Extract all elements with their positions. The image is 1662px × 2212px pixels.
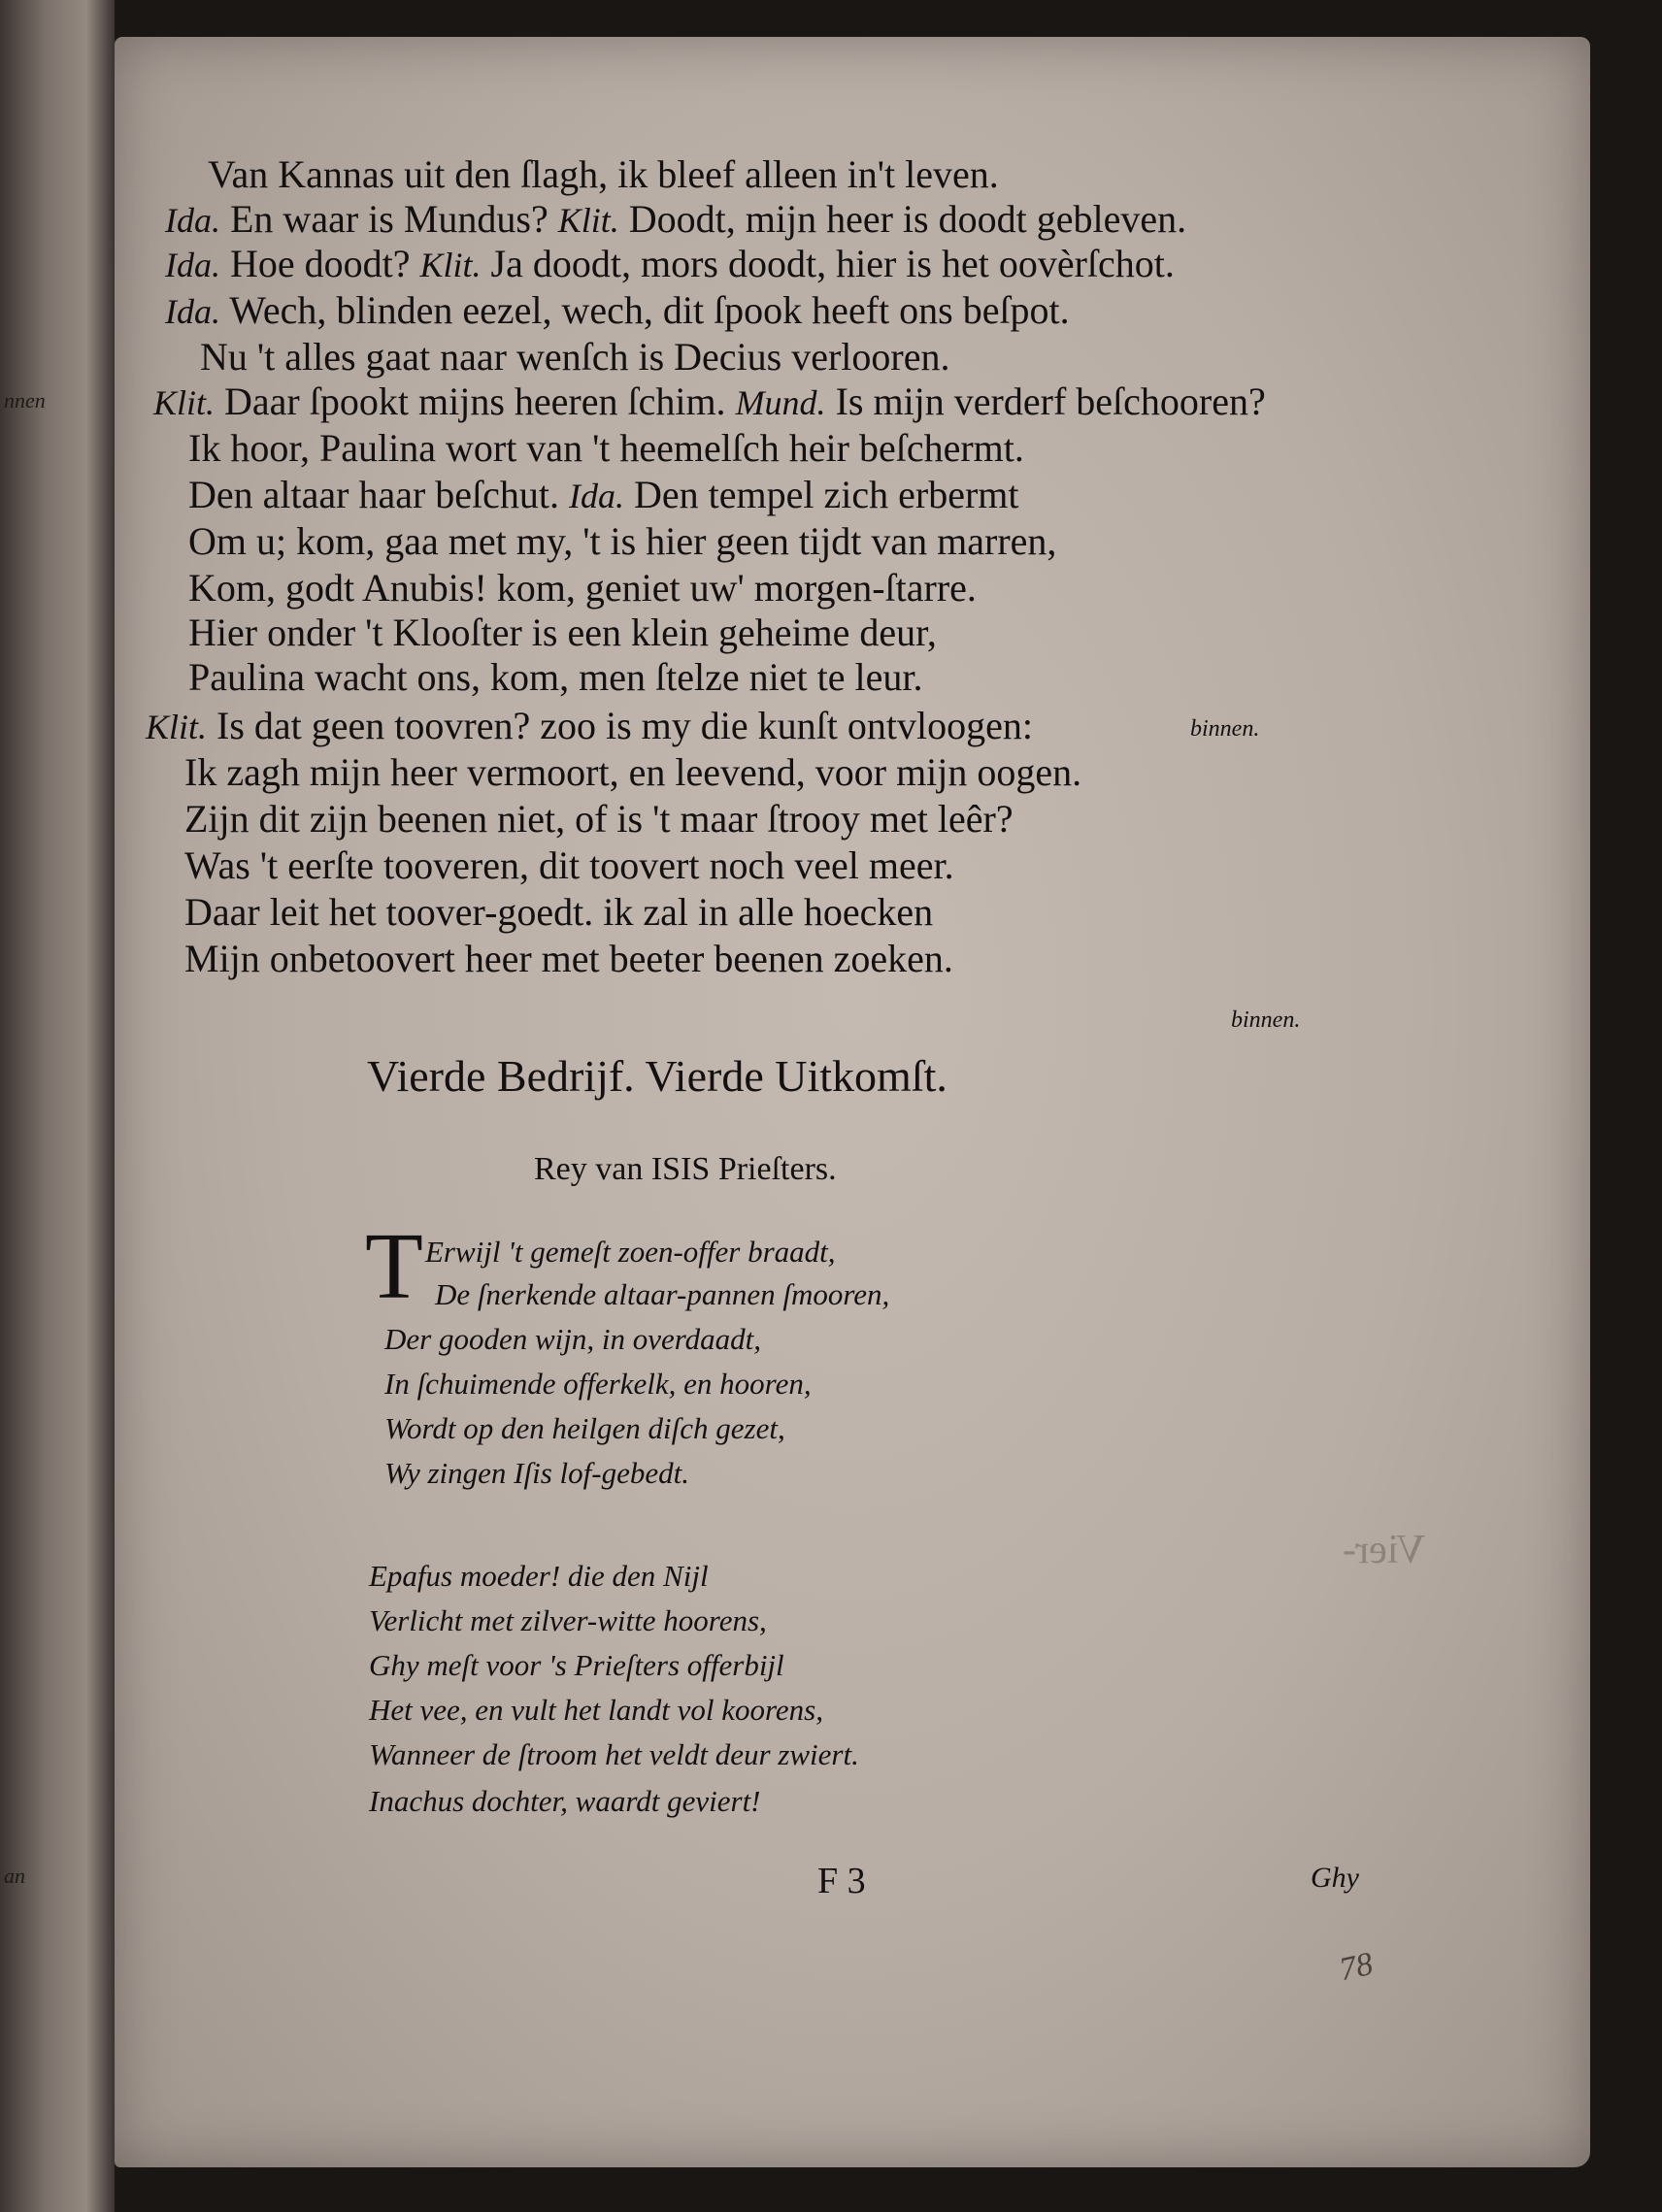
verse-line: Ik hoor, Paulina wort van 't heemelſch heir beſchermt. xyxy=(188,426,1024,470)
pencil-annotation: 78 xyxy=(1336,1945,1377,1989)
verse-line: Was 't eerſte tooveren, dit toovert noch veel meer. xyxy=(184,843,954,887)
act-heading: Vierde Bedrijf. Vierde Uitkomſt. xyxy=(367,1051,947,1101)
verse-line: Ida. Wech, blinden eezel, wech, dit ſpook heeft ons beſpot. xyxy=(165,288,1070,332)
speaker-label: Ida. xyxy=(569,477,625,515)
chorus-title: Rey van ISIS Prieſters. xyxy=(534,1151,837,1187)
speaker-label: Ida. xyxy=(165,292,220,331)
verse-line: Paulina wacht ons, kom, men ſtelze niet te leur. xyxy=(188,655,923,699)
signature-mark: F 3 xyxy=(817,1861,866,1901)
facing-page-fragment: an xyxy=(4,1864,25,1888)
speaker-label: Mund. xyxy=(735,383,826,422)
verse-line: Klit. Is dat geen toovren? zoo is my die kunſt ontvloogen: xyxy=(146,704,1033,747)
verse-line: Inachus dochter, waardt geviert! xyxy=(369,1784,761,1818)
verse-line: Ida. Hoe doodt? Klit. Ja doodt, mors doodt, hier is het oovèrſchot. xyxy=(165,242,1175,285)
verse-line: Van Kannas uit den ſlagh, ik bleef alleen in't leven. xyxy=(208,152,999,196)
stage-direction: binnen. xyxy=(1190,716,1260,742)
facing-page-edge xyxy=(0,0,115,2212)
speaker-label: Klit. xyxy=(419,246,482,284)
verse-line: Ida. En waar is Mundus? Klit. Doodt, mijn heer is doodt gebleven. xyxy=(165,197,1187,241)
book-page xyxy=(115,37,1590,2167)
speaker-label: Ida. xyxy=(165,201,220,240)
verse-line: Den altaar haar beſchut. Ida. Den tempel zich erbermt xyxy=(188,473,1019,516)
verse-line: Hier onder 't Klooſter is een klein geheime deur, xyxy=(188,611,937,654)
verse-line: Om u; kom, gaa met my, 't is hier geen tijdt van marren, xyxy=(188,519,1057,563)
verse-line: Het vee, en vult het landt vol koorens, xyxy=(369,1693,823,1727)
facing-page-fragment: nnen xyxy=(4,388,46,413)
bleed-through-text: Vier- xyxy=(1342,1528,1425,1572)
verse-line: Klit. Daar ſpookt mijns heeren ſchim. Mund. Is mijn verderf beſchooren? xyxy=(153,380,1266,423)
verse-line: Epafus moeder! die den Nijl xyxy=(369,1559,709,1593)
verse-line: Nu 't alles gaat naar wenſch is Decius verlooren. xyxy=(200,335,950,379)
verse-line: Zijn dit zijn beenen niet, of is 't maar ſtrooy met leêr? xyxy=(184,797,1014,841)
catchword: Ghy xyxy=(1311,1862,1359,1894)
verse-line: Ghy meſt voor 's Prieſters offerbijl xyxy=(369,1648,784,1682)
verse-line: Verlicht met zilver-witte hoorens, xyxy=(369,1603,767,1637)
verse-line: In ſchuimende offerkelk, en hooren, xyxy=(384,1367,812,1401)
speaker-label: Klit. xyxy=(153,383,216,422)
speaker-label: Klit. xyxy=(146,708,208,746)
verse-line: De ſnerkende altaar-pannen ſmooren, xyxy=(435,1277,890,1311)
drop-cap: T xyxy=(365,1214,423,1319)
stage-direction: binnen. xyxy=(1231,1007,1301,1033)
verse-line: Wanneer de ſtroom het veldt deur zwiert. xyxy=(369,1737,859,1771)
verse-line: Der gooden wijn, in overdaadt, xyxy=(384,1322,762,1356)
verse-line: Daar leit het toover-goedt. ik zal in alle hoecken xyxy=(184,890,934,934)
speaker-label: Klit. xyxy=(557,201,619,240)
verse-line: Kom, godt Anubis! kom, geniet uw' morgen-ſtarre. xyxy=(188,566,977,610)
speaker-label: Ida. xyxy=(165,246,220,284)
verse-line: Ik zagh mijn heer vermoort, en leevend, voor mijn oogen. xyxy=(184,750,1082,794)
verse-line: Mijn onbetoovert heer met beeter beenen zoeken. xyxy=(184,937,953,980)
verse-line: Wordt op den heilgen diſch gezet, xyxy=(384,1411,785,1445)
verse-line: Wy zingen Iſis lof-gebedt. xyxy=(384,1456,689,1490)
verse-line: Erwijl 't gemeſt zoen-offer braadt, xyxy=(425,1235,836,1269)
